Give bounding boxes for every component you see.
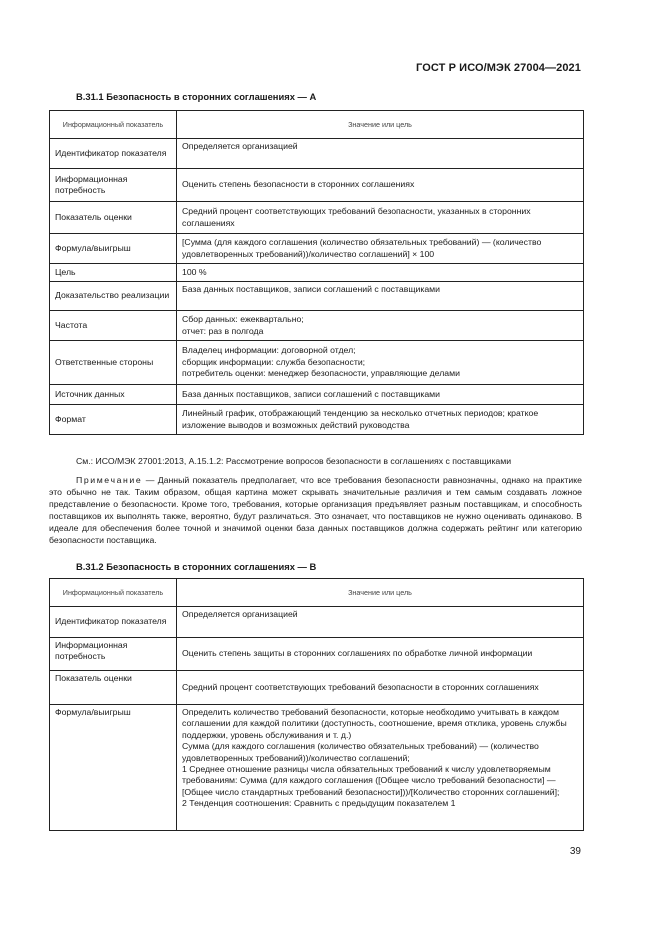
row-label: Идентификатор показателя: [50, 607, 177, 638]
row-value: Оценить степень защиты в сторонних соглашениях по обработке личной информации: [177, 638, 584, 671]
table-row: [50, 705, 584, 831]
row-value: 100 %: [177, 264, 584, 282]
table-row: [50, 385, 584, 405]
metric-table-a: [49, 110, 584, 435]
column-header-value: Значение или цель: [177, 579, 584, 607]
table-row: [50, 671, 584, 705]
section-a-title: B.31.1 Безопасность в сторонних соглашениях — А: [76, 91, 317, 102]
table-row: [50, 607, 584, 638]
table-row: [50, 234, 584, 264]
table-row: [50, 311, 584, 341]
note-paragraph: [49, 474, 582, 547]
row-label: Показатель оценки: [50, 671, 177, 705]
table-row: [50, 139, 584, 169]
row-label: Показатель оценки: [50, 202, 177, 234]
table-row: [50, 202, 584, 234]
note-label: Примечание: [76, 475, 143, 485]
table-header-row: [50, 579, 584, 607]
row-label: Ответственные стороны: [50, 341, 177, 385]
row-label: Доказательство реализации: [50, 282, 177, 311]
row-value: [Сумма (для каждого соглашения (количество обязательных требований) — (количество удовлетворенных требований))/количество соглашений] × 100: [177, 234, 584, 264]
table-header-row: [50, 111, 584, 139]
row-value: Определяется организацией: [177, 139, 584, 169]
table-row: [50, 169, 584, 202]
section-b-title: B.31.2 Безопасность в сторонних соглашениях — В: [76, 561, 317, 572]
row-label: Информационная потребность: [50, 169, 177, 202]
row-label: Формула/выигрыш: [50, 234, 177, 264]
page-number: 39: [569, 846, 581, 857]
metric-table-b: [49, 578, 584, 831]
column-header-indicator: Информационный показатель: [50, 579, 177, 607]
row-value: База данных поставщиков, записи соглашений с поставщиками: [177, 385, 584, 405]
reference-note: См.: ИСО/МЭК 27001:2013, А.15.1.2: Рассмотрение вопросов безопасности в соглашениях с поставщиками: [76, 456, 512, 466]
table-row: [50, 341, 584, 385]
row-value: Определить количество требований безопасности, которые необходимо учитывать в каждом соглашении для каждой политики (доступность, соотношение, время отклика, уровень службы поддержки, уровень обслуживания и т. д.) Сумма (для каждого соглашения (количество обязательных требований) — (количество удовлетворенных требований))/количество соглашений; 1 Среднее отношение разницы числа обязательных требований к числу удовлетворяемым требованиям: Сумма (для каждого соглашения ([Общее число требований безопасности] — [Общее число стандартных требований безопасности]))/[Количество сторонних соглашений]; 2 Тенденция соотношения: Сравнить с предыдущим показателем 1: [177, 705, 584, 831]
table-row: [50, 282, 584, 311]
row-value: Определяется организацией: [177, 607, 584, 638]
row-value: База данных поставщиков, записи соглашений с поставщиками: [177, 282, 584, 311]
document-code: ГОСТ Р ИСО/МЭК 27004—2021: [416, 62, 581, 74]
note-text: — Данный показатель предполагает, что все требования безопасности равнозначны, однако на практике это обычно не так. Таким образом, общая картина может скрывать значительные различия и тем самым создавать ложное представление о безопасности. Кроме того, требования, которые организация предъявляет разным поставщикам, и способность поставщиков их выполнять также, вероятно, будут различаться. Это означает, что поставщиков не нужно оценивать одинаково. В идеале для обеспечения более точной и значимой оценки база данных поставщиков должна содержать рейтинг или категорию безопасности поставщика.: [49, 475, 582, 546]
row-label: Частота: [50, 311, 177, 341]
table-row: [50, 264, 584, 282]
row-value: Средний процент соответствующих требований безопасности в сторонних соглашениях: [177, 671, 584, 705]
row-value: Линейный график, отображающий тенденцию за несколько отчетных периодов; краткое изложение выводов и возможных действий руководства: [177, 405, 584, 435]
row-label: Цель: [50, 264, 177, 282]
row-label: Идентификатор показателя: [50, 139, 177, 169]
row-value: Оценить степень безопасности в сторонних соглашениях: [177, 169, 584, 202]
row-label: Источник данных: [50, 385, 177, 405]
row-value: Сбор данных: ежеквартально; отчет: раз в полгода: [177, 311, 584, 341]
row-label: Формула/выигрыш: [50, 705, 177, 831]
column-header-indicator: Информационный показатель: [50, 111, 177, 139]
row-value: Средний процент соответствующих требований безопасности, указанных в сторонних соглашениях: [177, 202, 584, 234]
row-value: Владелец информации: договорной отдел; сборщик информации: служба безопасности; потребитель оценки: менеджер безопасности, управляющие делами: [177, 341, 584, 385]
row-label: Формат: [50, 405, 177, 435]
column-header-value: Значение или цель: [177, 111, 584, 139]
table-row: [50, 405, 584, 435]
table-row: [50, 638, 584, 671]
row-label: Информационная потребность: [50, 638, 177, 671]
